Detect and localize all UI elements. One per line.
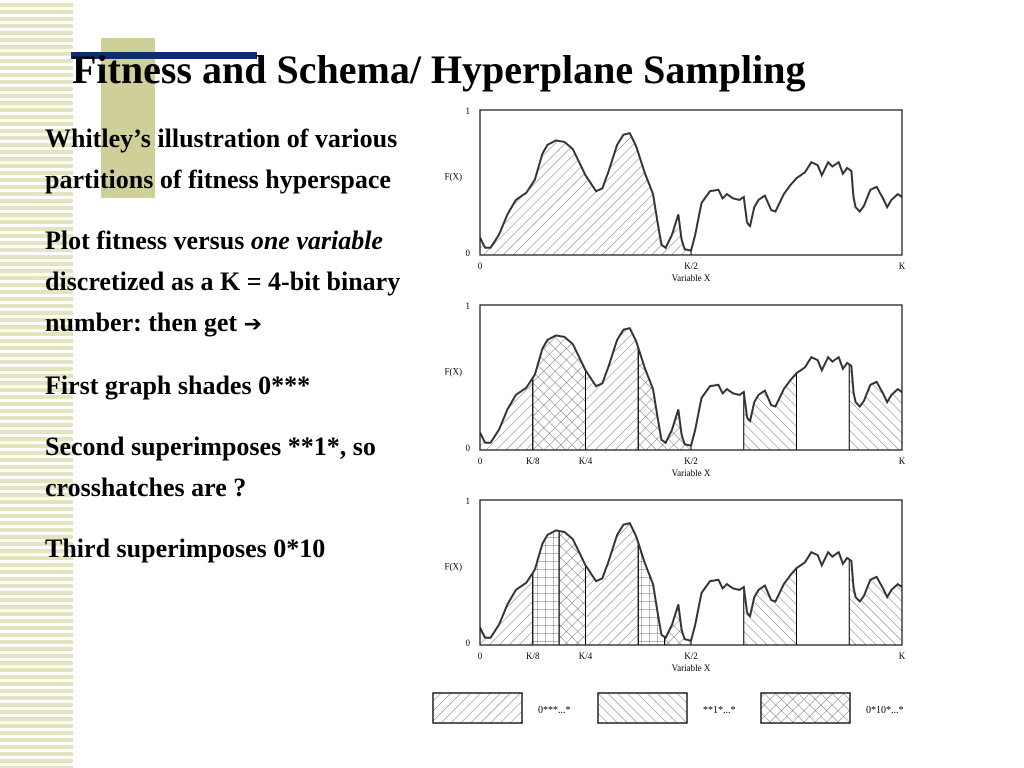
legend-label: **1*...*: [703, 705, 736, 716]
paragraph-first-graph: First graph shades 0***: [45, 371, 311, 400]
fitness-panel-2: [445, 301, 906, 478]
y-axis-label: F(X): [444, 561, 462, 572]
hyperplane-figure-svg: [425, 105, 925, 735]
x-tick-label: K/2: [684, 456, 698, 466]
x-tick-label: 0: [477, 261, 483, 271]
pattern-legend: [433, 693, 904, 723]
paragraph-third-graph: Third superimposes 0*10: [45, 534, 326, 563]
legend-swatch-back: [598, 693, 687, 723]
legend-label: 0*10*...*: [866, 705, 904, 716]
x-axis-label: Variable X: [671, 663, 711, 673]
shaded-region-4: [586, 523, 639, 645]
hyperplane-figure: [425, 105, 925, 740]
shaded-region-2: [533, 531, 559, 646]
legend-label: 0***...*: [538, 705, 571, 716]
p2-text-before: Plot fitness versus: [45, 226, 251, 255]
p2-text-after: discretized as a K = 4-bit binary number: then get: [45, 267, 401, 337]
shaded-region-8: [849, 559, 902, 645]
shaded-region-3: [559, 531, 585, 645]
y-axis-label: F(X): [444, 171, 462, 182]
x-tick-label: 0: [477, 651, 483, 661]
fitness-panel-1: [445, 106, 906, 283]
y-axis-top-label: 1: [465, 106, 470, 116]
y-axis-bottom-label: 0: [465, 248, 470, 258]
x-tick-label: K/4: [578, 651, 593, 661]
right-arrow-icon: ➔: [243, 312, 263, 337]
fitness-panel-3: [445, 496, 906, 673]
legend-swatch-fwd: [433, 693, 522, 723]
x-tick-label: K/8: [526, 651, 540, 661]
y-axis-top-label: 1: [465, 301, 470, 311]
p2-italic-text: one variable: [250, 226, 383, 255]
x-tick-label: K/2: [684, 651, 698, 661]
shaded-region-6: [849, 364, 902, 450]
x-tick-label: K: [898, 651, 906, 661]
x-axis-label: Variable X: [671, 273, 711, 283]
x-tick-label: K: [898, 261, 906, 271]
x-tick-label: 0: [477, 456, 483, 466]
y-axis-bottom-label: 0: [465, 443, 470, 453]
slide-text: [45, 118, 405, 569]
x-tick-label: K/2: [684, 261, 698, 271]
shaded-region-4: [638, 348, 691, 450]
legend-swatch-cross: [761, 693, 850, 723]
x-tick-label: K/4: [578, 456, 593, 466]
x-tick-label: K: [898, 456, 906, 466]
y-axis-bottom-label: 0: [465, 638, 470, 648]
x-tick-label: K/8: [526, 456, 540, 466]
shaded-region-3: [586, 328, 639, 450]
y-axis-top-label: 1: [465, 496, 470, 506]
y-axis-label: F(X): [444, 366, 462, 377]
paragraph-illustration: Whitley’s illustration of various partitions of fitness hyperspace: [45, 124, 398, 194]
x-axis-label: Variable X: [671, 468, 711, 478]
paragraph-plot-fitness: [45, 220, 405, 345]
slide-title: Fitness and Schema/ Hyperplane Sampling: [72, 47, 806, 92]
paragraph-second-graph: Second superimposes **1*, so crosshatches are ?: [45, 432, 376, 502]
